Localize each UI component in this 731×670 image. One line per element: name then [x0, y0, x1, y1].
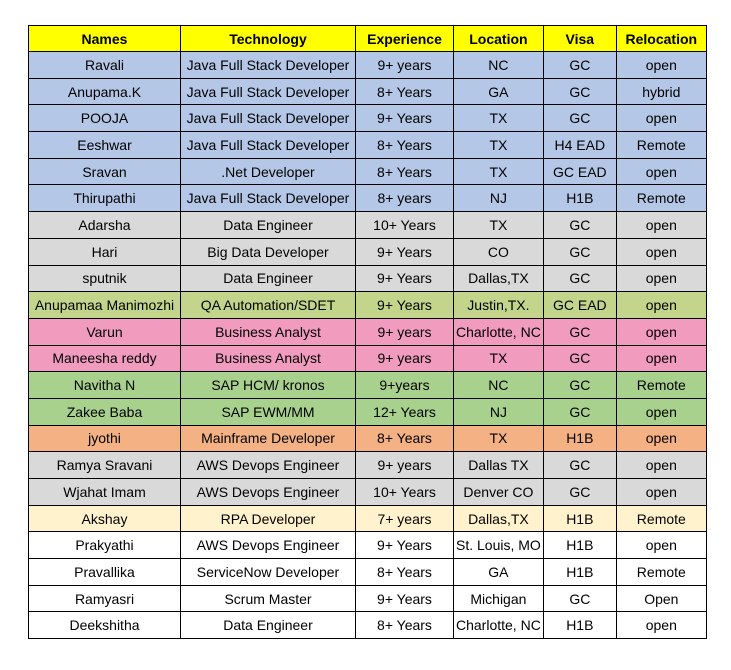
technology-cell: Mainframe Developer	[181, 425, 356, 452]
technology-cell: Business Analyst	[181, 345, 356, 372]
experience-cell: 9+ Years	[356, 585, 454, 612]
location-cell: TX	[454, 158, 544, 185]
name-cell: Ramya Sravani	[29, 452, 181, 479]
visa-cell: H1B	[543, 425, 616, 452]
name-cell: Ravali	[29, 52, 181, 79]
experience-cell: 8+ Years	[356, 425, 454, 452]
relocation-cell: open	[616, 105, 706, 132]
header-experience: Experience	[356, 26, 454, 52]
relocation-cell: open	[616, 612, 706, 639]
experience-cell: 9+ years	[356, 452, 454, 479]
location-cell: TX	[454, 345, 544, 372]
technology-cell: AWS Devops Engineer	[181, 532, 356, 559]
name-cell: Thirupathi	[29, 185, 181, 212]
experience-cell: 9+ Years	[356, 265, 454, 292]
location-cell: NJ	[454, 185, 544, 212]
name-cell: Pravallika	[29, 559, 181, 586]
name-cell: Eeshwar	[29, 132, 181, 159]
relocation-cell: open	[616, 479, 706, 506]
relocation-cell: Open	[616, 585, 706, 612]
table-row	[29, 238, 707, 265]
location-cell: NC	[454, 52, 544, 79]
name-cell: Maneesha reddy	[29, 345, 181, 372]
table-row	[29, 425, 707, 452]
relocation-cell: hybrid	[616, 78, 706, 105]
visa-cell: GC	[543, 372, 616, 399]
name-cell: POOJA	[29, 105, 181, 132]
location-cell: Dallas,TX	[454, 265, 544, 292]
technology-cell: ServiceNow Developer	[181, 559, 356, 586]
name-cell: Prakyathi	[29, 532, 181, 559]
location-cell: GA	[454, 78, 544, 105]
visa-cell: GC	[543, 398, 616, 425]
visa-cell: H4 EAD	[543, 132, 616, 159]
table-row	[29, 585, 707, 612]
visa-cell: GC	[543, 105, 616, 132]
experience-cell: 9+ years	[356, 52, 454, 79]
table-row	[29, 185, 707, 212]
visa-cell: GC	[543, 78, 616, 105]
header-technology: Technology	[181, 26, 356, 52]
location-cell: Dallas TX	[454, 452, 544, 479]
technology-cell: Java Full Stack Developer	[181, 105, 356, 132]
experience-cell: 8+ Years	[356, 132, 454, 159]
relocation-cell: Remote	[616, 185, 706, 212]
name-cell: Anupama.K	[29, 78, 181, 105]
location-cell: Dallas,TX	[454, 505, 544, 532]
relocation-cell: Remote	[616, 132, 706, 159]
technology-cell: Scrum Master	[181, 585, 356, 612]
experience-cell: 8+ Years	[356, 559, 454, 586]
relocation-cell: open	[616, 345, 706, 372]
location-cell: St. Louis, MO	[454, 532, 544, 559]
experience-cell: 9+ Years	[356, 532, 454, 559]
relocation-cell: open	[616, 398, 706, 425]
table-row	[29, 505, 707, 532]
experience-cell: 9+ Years	[356, 238, 454, 265]
table-row	[29, 532, 707, 559]
relocation-cell: open	[616, 532, 706, 559]
technology-cell: Java Full Stack Developer	[181, 78, 356, 105]
location-cell: CO	[454, 238, 544, 265]
location-cell: NJ	[454, 398, 544, 425]
visa-cell: H1B	[543, 185, 616, 212]
experience-cell: 9+ years	[356, 318, 454, 345]
header-visa: Visa	[543, 26, 616, 52]
visa-cell: GC	[543, 212, 616, 239]
relocation-cell: open	[616, 212, 706, 239]
table-row	[29, 345, 707, 372]
visa-cell: GC	[543, 52, 616, 79]
technology-cell: Business Analyst	[181, 318, 356, 345]
visa-cell: H1B	[543, 505, 616, 532]
technology-cell: Java Full Stack Developer	[181, 132, 356, 159]
table-row	[29, 612, 707, 639]
visa-cell: H1B	[543, 612, 616, 639]
table-row	[29, 559, 707, 586]
header-location: Location	[454, 26, 544, 52]
table-row	[29, 292, 707, 319]
location-cell: Charlotte, NC	[454, 612, 544, 639]
name-cell: Navitha N	[29, 372, 181, 399]
technology-cell: SAP EWM/MM	[181, 398, 356, 425]
name-cell: Akshay	[29, 505, 181, 532]
location-cell: TX	[454, 105, 544, 132]
table-row	[29, 452, 707, 479]
visa-cell: GC	[543, 318, 616, 345]
experience-cell: 8+ years	[356, 185, 454, 212]
technology-cell: QA Automation/SDET	[181, 292, 356, 319]
relocation-cell: Remote	[616, 559, 706, 586]
relocation-cell: open	[616, 318, 706, 345]
name-cell: jyothi	[29, 425, 181, 452]
table-row	[29, 479, 707, 506]
experience-cell: 10+ Years	[356, 479, 454, 506]
visa-cell: GC	[543, 479, 616, 506]
visa-cell: GC	[543, 265, 616, 292]
experience-cell: 7+ years	[356, 505, 454, 532]
experience-cell: 12+ Years	[356, 398, 454, 425]
name-cell: Deekshitha	[29, 612, 181, 639]
name-cell: Hari	[29, 238, 181, 265]
experience-cell: 9+ Years	[356, 292, 454, 319]
header-names: Names	[29, 26, 181, 52]
table-row	[29, 105, 707, 132]
table-row	[29, 318, 707, 345]
location-cell: TX	[454, 132, 544, 159]
location-cell: TX	[454, 212, 544, 239]
visa-cell: H1B	[543, 559, 616, 586]
relocation-cell: open	[616, 158, 706, 185]
experience-cell: 8+ Years	[356, 158, 454, 185]
technology-cell: Data Engineer	[181, 612, 356, 639]
table-row	[29, 372, 707, 399]
candidates-table	[28, 25, 707, 639]
technology-cell: RPA Developer	[181, 505, 356, 532]
visa-cell: GC EAD	[543, 158, 616, 185]
header-row	[29, 26, 707, 52]
location-cell: Michigan	[454, 585, 544, 612]
experience-cell: 9+ years	[356, 345, 454, 372]
technology-cell: AWS Devops Engineer	[181, 452, 356, 479]
experience-cell: 9+ Years	[356, 105, 454, 132]
technology-cell: Data Engineer	[181, 212, 356, 239]
relocation-cell: open	[616, 265, 706, 292]
table-row	[29, 212, 707, 239]
table-row	[29, 265, 707, 292]
relocation-cell: open	[616, 238, 706, 265]
table-row	[29, 132, 707, 159]
table-row	[29, 78, 707, 105]
name-cell: Varun	[29, 318, 181, 345]
location-cell: Charlotte, NC	[454, 318, 544, 345]
technology-cell: Big Data Developer	[181, 238, 356, 265]
header-relocation: Relocation	[616, 26, 706, 52]
relocation-cell: Remote	[616, 372, 706, 399]
location-cell: GA	[454, 559, 544, 586]
relocation-cell: Remote	[616, 505, 706, 532]
location-cell: TX	[454, 425, 544, 452]
visa-cell: GC EAD	[543, 292, 616, 319]
name-cell: Anupamaa Manimozhi	[29, 292, 181, 319]
relocation-cell: open	[616, 292, 706, 319]
table-body	[29, 52, 707, 639]
table-row	[29, 52, 707, 79]
location-cell: NC	[454, 372, 544, 399]
visa-cell: GC	[543, 585, 616, 612]
technology-cell: Data Engineer	[181, 265, 356, 292]
relocation-cell: open	[616, 452, 706, 479]
location-cell: Justin,TX.	[454, 292, 544, 319]
name-cell: Ramyasri	[29, 585, 181, 612]
technology-cell: .Net Developer	[181, 158, 356, 185]
experience-cell: 9+years	[356, 372, 454, 399]
relocation-cell: open	[616, 52, 706, 79]
experience-cell: 8+ Years	[356, 78, 454, 105]
name-cell: Wjahat Imam	[29, 479, 181, 506]
experience-cell: 8+ Years	[356, 612, 454, 639]
name-cell: Sravan	[29, 158, 181, 185]
technology-cell: Java Full Stack Developer	[181, 52, 356, 79]
relocation-cell: open	[616, 425, 706, 452]
visa-cell: GC	[543, 238, 616, 265]
technology-cell: AWS Devops Engineer	[181, 479, 356, 506]
visa-cell: H1B	[543, 532, 616, 559]
visa-cell: GC	[543, 345, 616, 372]
table-row	[29, 158, 707, 185]
name-cell: Adarsha	[29, 212, 181, 239]
experience-cell: 10+ Years	[356, 212, 454, 239]
name-cell: Zakee Baba	[29, 398, 181, 425]
technology-cell: Java Full Stack Developer	[181, 185, 356, 212]
technology-cell: SAP HCM/ kronos	[181, 372, 356, 399]
table-row	[29, 398, 707, 425]
name-cell: sputnik	[29, 265, 181, 292]
location-cell: Denver CO	[454, 479, 544, 506]
visa-cell: GC	[543, 452, 616, 479]
